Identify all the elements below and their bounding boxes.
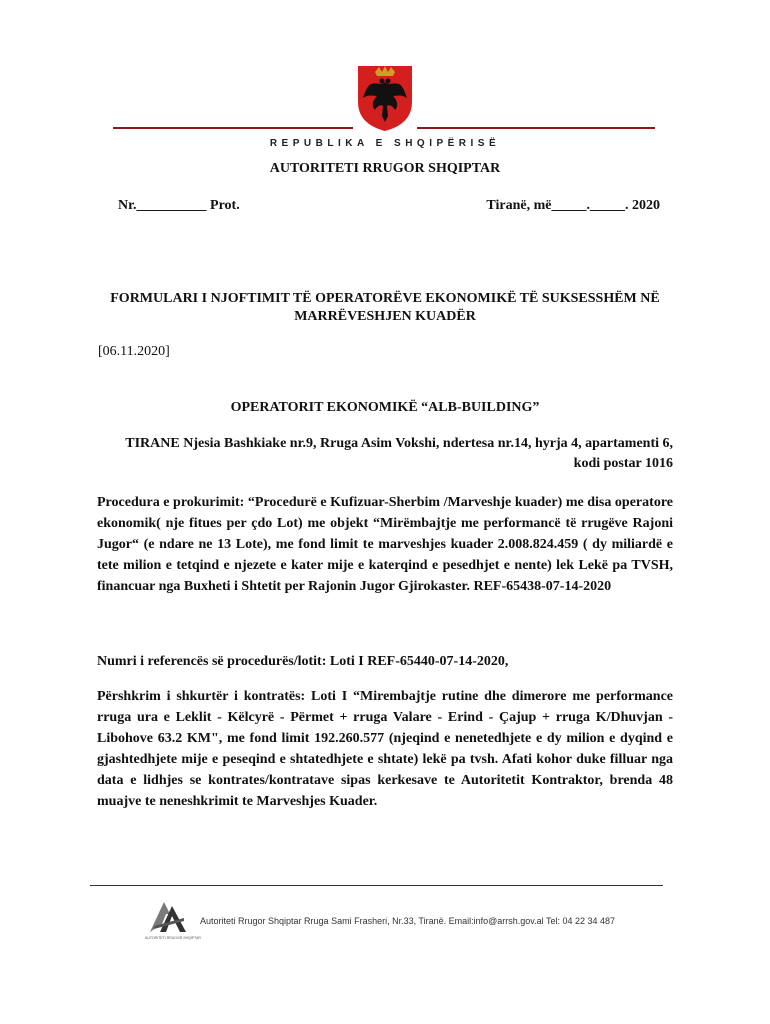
- place-date-field: Tiranë, më_____._____. 2020: [486, 198, 660, 213]
- protocol-number-field: Nr.__________ Prot.: [118, 198, 240, 213]
- coat-of-arms-icon: [355, 62, 415, 132]
- header-rule-left: [113, 127, 353, 129]
- footer-rule: [90, 885, 663, 886]
- recipient-address: TIRANE Njesia Bashkiake nr.9, Rruga Asim Vokshi, ndertesa nr.14, hyrja 4, apartamenti 6, kodi postar 1016: [125, 436, 673, 471]
- reference-line: Numri i referencës së procedurës/lotit: Loti I REF-65440-07-14-2020,: [97, 654, 509, 669]
- recipient-name: OPERATORIT EKONOMIKË “ALB-BUILDING”: [230, 400, 540, 415]
- republic-label: REPUBLIKA E SHQIPËRISË: [269, 138, 501, 149]
- document-date: [06.11.2020]: [98, 344, 170, 359]
- document-title: FORMULARI I NJOFTIMIT TË OPERATORËVE EKONOMIKË TË SUKSESSHËM NË MARRËVESHJEN KUADËR: [110, 291, 660, 324]
- arrsh-logo-icon: [148, 896, 188, 934]
- description-paragraph: Përshkrim i shkurtër i kontratës: Loti I “Mirembajtje rutine dhe dimerore me performance rruga ura e Leklit - Këlcyrë - Përmet + rruga Valare - Erind - Çajup + rruga K/Dhuvjan - Libohove 63.2 KM", me fond limit 192.260.577 (njeqind e nenetedhjete e dy milion e dyqind e gjashtedhjete mije e peseqind e shtatedhjete e shtate) lekë pa tvsh. Afati kohor duke filluar nga data e lidhjes se kontrates/kontratave sipas kerkesave te Autoritetit Kontraktor, brenda 48 muajve te neneshkrimit te Marveshjes Kuader.: [97, 689, 673, 809]
- footer-logo-caption: AUTORITETI RRUGOR SHQIPTAR: [145, 936, 201, 940]
- authority-name: AUTORITETI RRUGOR SHQIPTAR: [269, 161, 501, 176]
- procedure-paragraph: Procedura e prokurimit: “Procedurë e Kufizuar-Sherbim /Marveshje kuader) me disa operatore ekonomik( nje fitues per çdo Lot) me objekt “Mirëmbajtje me performancë të rrugëve Rajoni Jugor“ (e ndare ne 13 Lote), me fond limit te marveshjes kuader 2.008.824.459 ( dy miliardë e tete milion e tetqind e njezete e kater mije e katerqind e pesedhjet e nente) lek Lekë pa TVSH, financuar nga Buxheti i Shtetit per Rajonin Jugor Gjirokaster. REF-65438-07-14-2020: [97, 495, 673, 594]
- footer-contact: Autoriteti Rrugor Shqiptar Rruga Sami Frasheri, Nr.33, Tiranë. Email:info@arrsh.gov.al Tel: 04 22 34 487: [200, 916, 616, 926]
- header-rule-right: [417, 127, 655, 129]
